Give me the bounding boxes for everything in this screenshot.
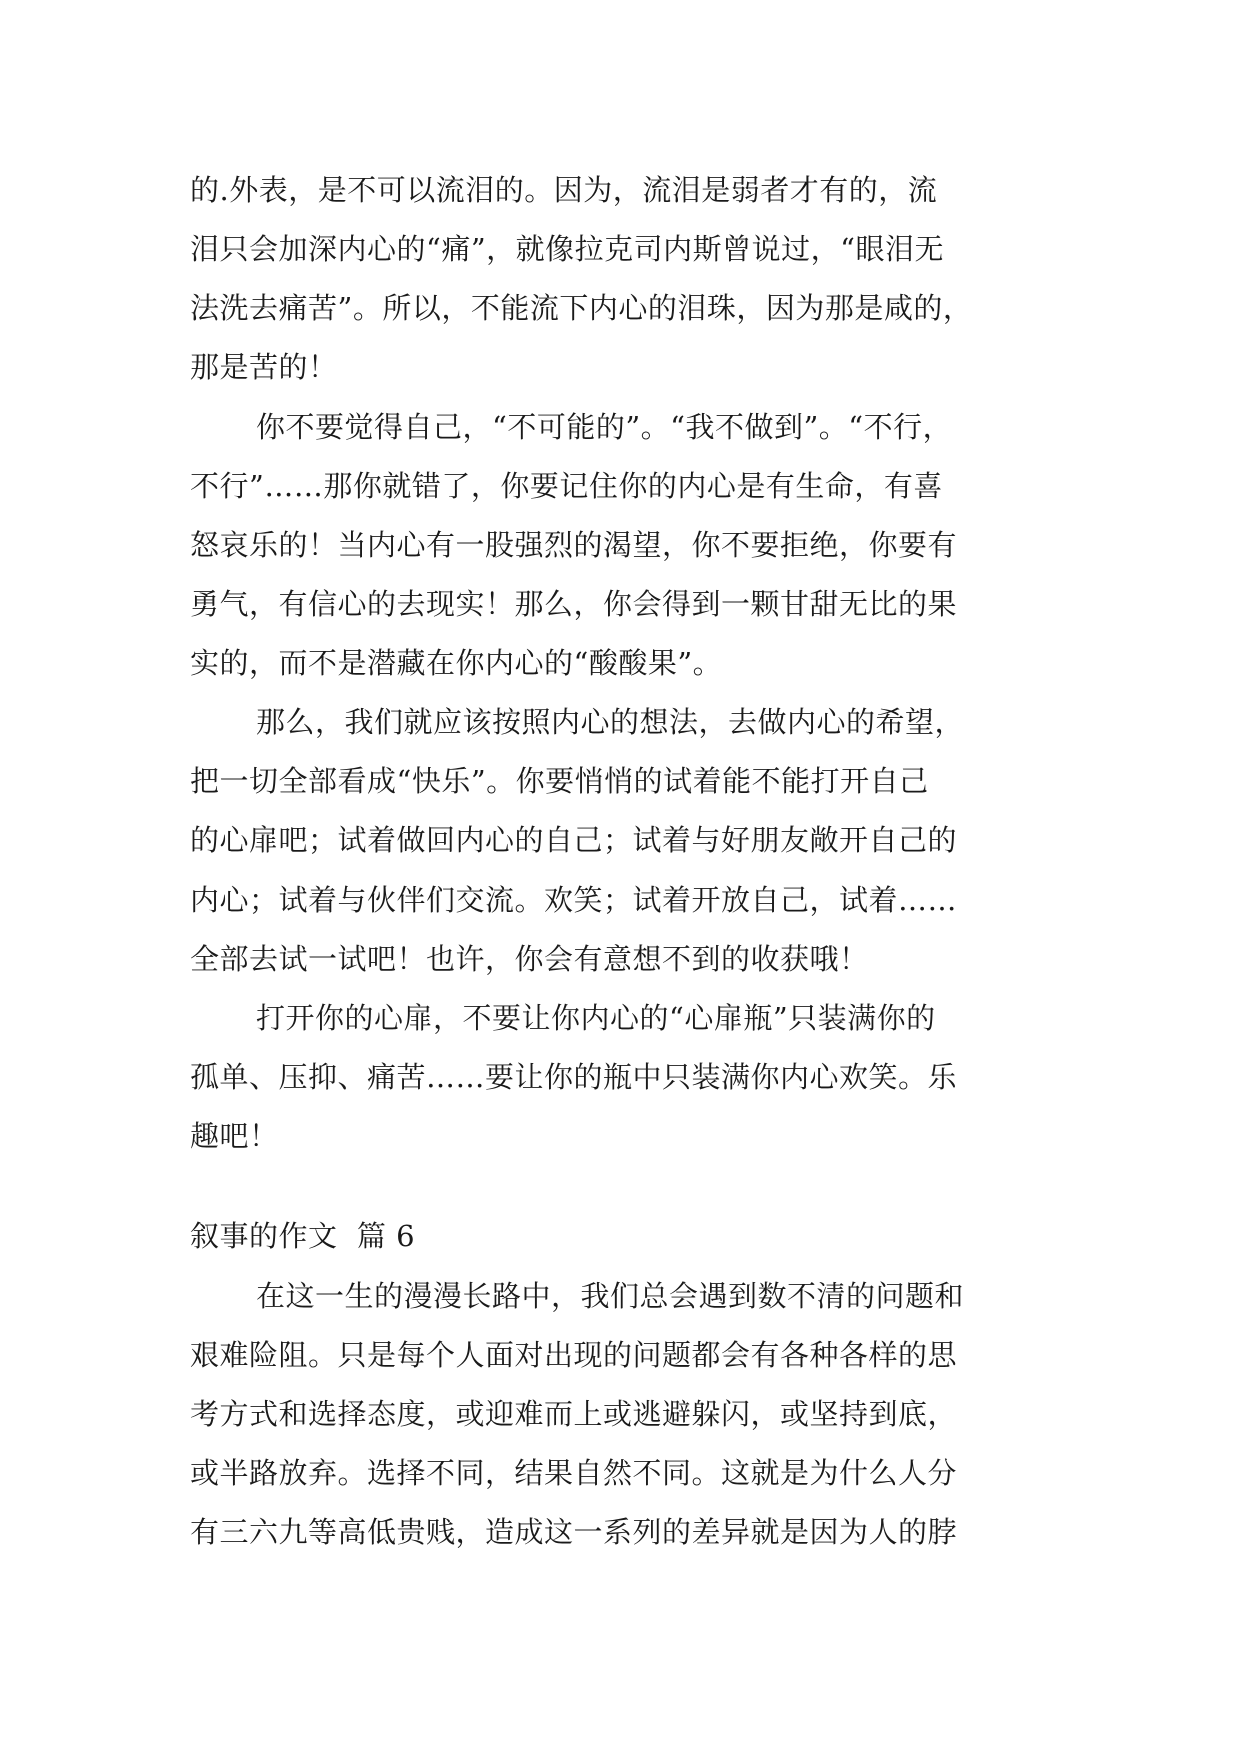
paragraph-line: 艰难险阻。只是每个人面对出现的问题都会有各种各样的思 xyxy=(190,1338,958,1372)
section-heading: 叙事的作文 篇 6 xyxy=(190,1219,416,1253)
paragraph-line: 泪只会加深内心的“痛”，就像拉克司内斯曾说过，“眼泪无 xyxy=(190,232,944,266)
paragraph-line: 有三六九等高低贵贱，造成这一系列的差异就是因为人的脖 xyxy=(190,1515,958,1549)
paragraph-line: 在这一生的漫漫长路中，我们总会遇到数不清的问题和 xyxy=(256,1279,965,1313)
paragraph-line: 或半路放弃。选择不同，结果自然不同。这就是为什么人分 xyxy=(190,1456,958,1490)
paragraph-line: 内心；试着与伙伴们交流。欢笑；试着开放自己，试着…… xyxy=(190,883,958,917)
paragraph-line: 勇气，有信心的去现实！那么，你会得到一颗甘甜无比的果 xyxy=(190,587,958,621)
paragraph-line: 全部去试一试吧！也许，你会有意想不到的收获哦！ xyxy=(190,942,869,976)
paragraph-line: 把一切全部看成“快乐”。你要悄悄的试着能不能打开自己 xyxy=(190,764,929,798)
paragraph-line: 那是苦的！ xyxy=(190,350,338,384)
paragraph-line: 不行”……那你就错了，你要记住你的内心是有生命，有喜 xyxy=(190,469,943,503)
paragraph-line: 的心扉吧；试着做回内心的自己；试着与好朋友敞开自己的 xyxy=(190,823,958,857)
paragraph-line: 趣吧！ xyxy=(190,1119,279,1153)
paragraph-line: 考方式和选择态度，或迎难而上或逃避躲闪，或坚持到底， xyxy=(190,1397,958,1431)
paragraph-line: 孤单、压抑、痛苦……要让你的瓶中只装满你内心欢笑。乐 xyxy=(190,1060,958,1094)
paragraph-line: 打开你的心扉，不要让你内心的“心扉瓶”只装满你的 xyxy=(256,1001,936,1035)
paragraph-line: 怒哀乐的！当内心有一股强烈的渴望，你不要拒绝，你要有 xyxy=(190,528,958,562)
paragraph-line: 你不要觉得自己，“不可能的”。“我不做到”。“不行， xyxy=(256,410,953,444)
paragraph-line: 实的，而不是潜藏在你内心的“酸酸果”。 xyxy=(190,646,723,680)
paragraph-line: 的.外表，是不可以流泪的。因为，流泪是弱者才有的，流 xyxy=(190,173,938,207)
paragraph-line: 法洗去痛苦”。所以，不能流下内心的泪珠，因为那是咸的， xyxy=(190,291,973,325)
paragraph-line: 那么，我们就应该按照内心的想法，去做内心的希望， xyxy=(256,705,965,739)
